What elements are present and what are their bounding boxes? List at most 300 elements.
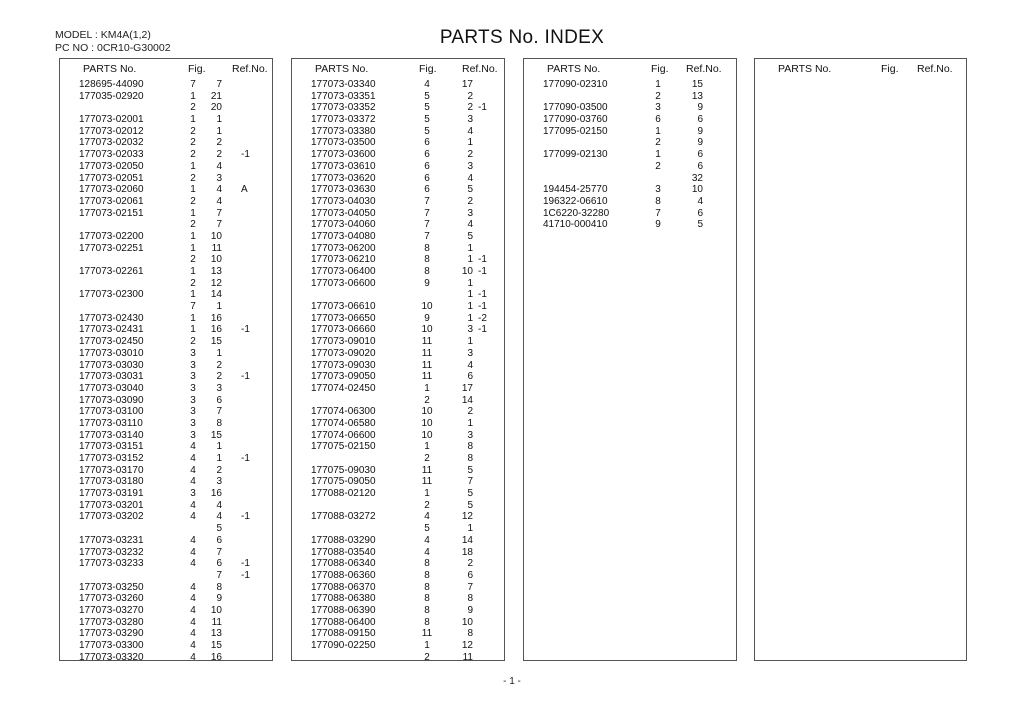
table-row	[292, 254, 504, 266]
reference-number: 12	[461, 511, 473, 523]
reference-number: 2	[467, 102, 473, 114]
table-row	[292, 348, 504, 360]
part-number: 194454-25770	[543, 184, 608, 196]
reference-number: 10	[461, 266, 473, 277]
figure-number: 8	[424, 254, 430, 266]
figure-number: 7	[424, 219, 430, 231]
table-row	[60, 652, 272, 664]
table-row	[524, 126, 736, 138]
part-number: 177073-03090	[79, 394, 144, 406]
reference-number: 16	[210, 651, 222, 663]
part-number: 177073-03320	[79, 651, 144, 663]
part-number: 177073-02061	[79, 195, 144, 207]
figure-number: 7	[190, 79, 196, 90]
index-panel-2	[291, 58, 505, 661]
table-row	[60, 617, 272, 629]
part-number: 177073-03030	[79, 359, 144, 371]
reference-number: 7	[467, 476, 473, 488]
reference-number: 15	[210, 640, 222, 651]
table-row	[292, 605, 504, 617]
table-row	[292, 395, 504, 407]
table-row	[292, 173, 504, 185]
reference-number: 3	[216, 172, 222, 184]
figure-number: 1	[190, 324, 196, 336]
figure-number: 1	[190, 184, 196, 196]
figure-number: 4	[190, 651, 196, 663]
figure-number: 4	[190, 558, 196, 570]
table-row	[60, 114, 272, 126]
table-row	[292, 547, 504, 559]
figure-number: 3	[190, 382, 196, 394]
table-row	[60, 266, 272, 278]
reference-number: 4	[216, 195, 222, 207]
reference-number: 16	[210, 324, 222, 336]
reference-suffix: -1	[478, 301, 487, 313]
part-number: 177073-03250	[79, 581, 144, 593]
reference-suffix: -1	[241, 569, 250, 581]
part-number: 177073-06210	[311, 254, 376, 266]
figure-number: 1	[190, 114, 196, 126]
figure-number: 4	[190, 453, 196, 464]
part-number: 177073-02060	[79, 184, 144, 196]
reference-number: 8	[216, 417, 222, 429]
table-row	[60, 243, 272, 255]
part-number: 177073-02032	[79, 137, 144, 149]
reference-number: 8	[467, 453, 473, 464]
figure-number: 11	[421, 476, 433, 488]
part-number: 177090-02250	[311, 640, 376, 651]
table-row	[292, 301, 504, 313]
table-row	[60, 360, 272, 372]
reference-number: 4	[467, 125, 473, 137]
reference-number: 2	[216, 371, 222, 383]
part-number: 177073-03340	[311, 79, 376, 90]
part-number: 177073-02261	[79, 266, 144, 277]
index-panel-4	[754, 58, 967, 661]
part-number: 177088-03290	[311, 534, 376, 546]
reference-number: 7	[216, 219, 222, 231]
table-row	[292, 149, 504, 161]
table-row	[524, 208, 736, 220]
figure-number: 2	[190, 254, 196, 266]
table-row	[60, 605, 272, 617]
reference-number: 10	[691, 184, 703, 196]
reference-number: 14	[461, 534, 473, 546]
table-row	[524, 196, 736, 208]
reference-number: 6	[216, 534, 222, 546]
part-number: 177073-03372	[311, 114, 376, 126]
column-header-row	[292, 61, 504, 75]
column-header-ref-no: Ref.No.	[686, 63, 722, 75]
figure-number: 2	[424, 453, 430, 464]
figure-number: 11	[421, 628, 433, 640]
reference-number: 5	[216, 523, 222, 535]
part-number: 177073-06660	[311, 324, 376, 336]
table-row	[292, 266, 504, 278]
column-header-ref-no: Ref.No.	[232, 63, 268, 75]
table-row	[292, 137, 504, 149]
part-number: 177073-02431	[79, 324, 144, 336]
part-number: 177073-03010	[79, 347, 144, 359]
table-row	[60, 348, 272, 360]
reference-suffix: A	[241, 184, 248, 196]
index-panel-3	[523, 58, 737, 661]
part-number: 177073-03201	[79, 499, 144, 511]
figure-number: 3	[190, 347, 196, 359]
table-row	[292, 336, 504, 348]
reference-number: 32	[691, 172, 703, 184]
figure-number: 5	[424, 125, 430, 137]
part-number: 177073-06600	[311, 277, 376, 289]
part-number: 177075-09030	[311, 464, 376, 476]
table-row	[292, 558, 504, 570]
reference-number: 4	[216, 511, 222, 523]
reference-number: 2	[467, 195, 473, 207]
part-number: 177073-03170	[79, 464, 144, 476]
part-number: 177073-03180	[79, 476, 144, 488]
reference-number: 6	[467, 371, 473, 383]
reference-number: 15	[210, 429, 222, 441]
figure-number: 2	[424, 394, 430, 406]
reference-number: 5	[697, 219, 703, 231]
table-row	[292, 161, 504, 173]
table-row	[60, 231, 272, 243]
reference-number: 1	[467, 289, 473, 301]
table-row	[60, 173, 272, 185]
part-number: 177073-02200	[79, 230, 144, 242]
reference-number: 5	[467, 488, 473, 500]
part-number: 177088-09150	[311, 628, 376, 640]
table-row	[60, 137, 272, 149]
figure-number: 8	[424, 266, 430, 277]
reference-number: 2	[467, 90, 473, 102]
table-row	[292, 184, 504, 196]
table-row	[60, 500, 272, 512]
part-number: 1C6220-32280	[543, 207, 610, 219]
reference-number: 5	[467, 464, 473, 476]
part-number: 177074-06300	[311, 406, 376, 418]
figure-number: 3	[190, 394, 196, 406]
figure-number: 2	[190, 277, 196, 289]
figure-number: 7	[190, 301, 196, 313]
reference-number: 6	[697, 149, 703, 161]
reference-number: 16	[210, 312, 222, 324]
reference-number: 2	[467, 406, 473, 418]
part-number: 177090-03760	[543, 114, 608, 126]
table-row	[60, 418, 272, 430]
part-number: 177073-03110	[79, 417, 143, 429]
reference-number: 5	[467, 230, 473, 242]
table-row	[292, 91, 504, 103]
part-number: 177073-09030	[311, 359, 376, 371]
reference-number: 1	[216, 441, 222, 453]
reference-number: 10	[210, 230, 222, 242]
figure-number: 7	[424, 195, 430, 207]
reference-number: 4	[216, 499, 222, 511]
page-number: - 1 -	[503, 676, 521, 687]
part-number: 177073-02051	[79, 172, 144, 184]
reference-number: 9	[697, 137, 703, 149]
table-row	[292, 231, 504, 243]
part-number: 177073-06610	[311, 301, 376, 313]
reference-number: 17	[461, 382, 473, 394]
table-row	[60, 102, 272, 114]
reference-number: 12	[210, 277, 222, 289]
part-number: 177073-03500	[311, 137, 376, 149]
reference-suffix: -1	[478, 254, 487, 266]
figure-number: 1	[190, 242, 196, 254]
table-row	[60, 523, 272, 535]
reference-number: 7	[216, 546, 222, 558]
reference-number: 6	[216, 394, 222, 406]
pc-number-text: PC NO : 0CR10-G30002	[55, 42, 171, 54]
part-number: 177073-03270	[79, 604, 144, 616]
parts-list	[60, 79, 272, 663]
reference-number: 1	[216, 125, 222, 137]
reference-number: 11	[211, 242, 222, 254]
column-header-ref-no: Ref.No.	[462, 63, 498, 75]
part-number: 177073-03151	[79, 441, 144, 453]
table-row	[524, 137, 736, 149]
reference-number: 9	[467, 604, 473, 616]
figure-number: 8	[424, 604, 430, 616]
part-number: 177073-03610	[311, 160, 376, 172]
part-number: 177099-02130	[543, 149, 608, 161]
figure-number: 3	[190, 406, 196, 418]
part-number: 177073-03630	[311, 184, 376, 196]
table-row	[292, 523, 504, 535]
table-row	[60, 196, 272, 208]
table-row	[292, 582, 504, 594]
reference-number: 18	[461, 546, 473, 558]
table-row	[60, 219, 272, 231]
figure-number: 3	[190, 359, 196, 371]
table-row	[292, 593, 504, 605]
figure-number: 6	[655, 114, 661, 126]
reference-suffix: -1	[241, 453, 250, 464]
reference-suffix: -1	[241, 511, 250, 523]
part-number: 177073-04080	[311, 230, 376, 242]
figure-number: 1	[424, 382, 430, 394]
column-header-row	[60, 61, 272, 75]
figure-number: 2	[190, 172, 196, 184]
figure-number: 3	[190, 371, 196, 383]
table-row	[60, 336, 272, 348]
reference-number: 3	[216, 476, 222, 488]
table-row	[60, 161, 272, 173]
table-row	[292, 535, 504, 547]
figure-number: 8	[424, 569, 430, 581]
part-number: 177088-06370	[311, 581, 376, 593]
figure-number: 1	[655, 79, 661, 90]
figure-number: 1	[655, 125, 661, 137]
table-row	[60, 593, 272, 605]
figure-number: 4	[190, 441, 196, 453]
reference-suffix: -1	[241, 324, 250, 336]
figure-number: 2	[190, 102, 196, 114]
figure-number: 3	[655, 102, 661, 114]
reference-number: 7	[216, 569, 222, 581]
figure-number: 2	[424, 499, 430, 511]
reference-number: 20	[210, 102, 222, 114]
table-row	[60, 289, 272, 301]
table-row	[60, 254, 272, 266]
reference-number: 15	[210, 336, 222, 348]
part-number: 177073-02033	[79, 149, 144, 161]
table-row	[292, 324, 504, 336]
part-number: 177073-03290	[79, 628, 144, 640]
part-number: 177073-03100	[79, 406, 144, 418]
part-number: 177073-03600	[311, 149, 376, 161]
figure-number: 4	[190, 616, 196, 628]
reference-suffix: -1	[478, 289, 487, 301]
reference-number: 6	[697, 114, 703, 126]
table-row	[292, 500, 504, 512]
reference-number: 9	[216, 593, 222, 605]
figure-number: 9	[655, 219, 661, 231]
part-number: 177088-06360	[311, 569, 376, 581]
table-row	[292, 313, 504, 325]
table-row	[60, 406, 272, 418]
reference-number: 7	[216, 207, 222, 219]
part-number: 177073-03380	[311, 125, 376, 137]
figure-number: 4	[190, 640, 196, 651]
column-header-fig: Fig.	[881, 63, 899, 75]
column-header-fig: Fig.	[419, 63, 437, 75]
reference-number: 8	[216, 581, 222, 593]
table-row	[60, 430, 272, 442]
figure-number: 7	[424, 207, 430, 219]
reference-suffix: -1	[241, 371, 250, 383]
reference-suffix: -1	[241, 558, 250, 570]
figure-number: 2	[655, 137, 661, 149]
figure-number: 3	[655, 184, 661, 196]
part-number: 177073-03280	[79, 616, 144, 628]
table-row	[524, 149, 736, 161]
figure-number: 1	[424, 640, 430, 651]
part-number: 177073-03260	[79, 593, 144, 605]
figure-number: 6	[424, 184, 430, 196]
figure-number: 2	[655, 160, 661, 172]
table-row	[524, 219, 736, 231]
figure-number: 9	[424, 277, 430, 289]
reference-number: 2	[216, 137, 222, 149]
column-header-ref-no: Ref.No.	[917, 63, 953, 75]
table-row	[292, 453, 504, 465]
table-row	[292, 114, 504, 126]
figure-number: 2	[190, 219, 196, 231]
figure-number: 10	[421, 406, 433, 418]
table-row	[292, 219, 504, 231]
part-number: 177074-06600	[311, 429, 376, 441]
part-number: 177088-06380	[311, 593, 376, 605]
column-header-parts-no: PARTS No.	[778, 63, 832, 75]
figure-number: 4	[190, 628, 196, 640]
table-row	[60, 535, 272, 547]
reference-number: 6	[467, 569, 473, 581]
reference-number: 1	[216, 114, 222, 126]
reference-number: 1	[216, 347, 222, 359]
figure-number: 5	[424, 102, 430, 114]
part-number: 177074-06580	[311, 417, 376, 429]
reference-number: 8	[467, 593, 473, 605]
reference-suffix: -2	[478, 312, 487, 324]
part-number: 177073-09010	[311, 336, 376, 348]
part-number: 177073-03202	[79, 511, 144, 523]
part-number: 177073-02300	[79, 289, 144, 301]
part-number: 177073-02151	[79, 207, 144, 219]
table-row	[60, 488, 272, 500]
table-row	[292, 476, 504, 488]
table-row	[292, 278, 504, 290]
table-row	[60, 511, 272, 523]
reference-number: 11	[462, 651, 473, 663]
part-number: 177073-02012	[79, 125, 144, 137]
part-number: 177073-04050	[311, 207, 376, 219]
figure-number: 10	[421, 417, 433, 429]
figure-number: 1	[655, 149, 661, 161]
reference-number: 13	[210, 266, 222, 277]
part-number: 177073-03351	[311, 90, 376, 102]
reference-number: 10	[210, 604, 222, 616]
reference-number: 11	[211, 616, 222, 628]
table-row	[292, 243, 504, 255]
figure-number: 11	[421, 359, 433, 371]
reference-number: 1	[467, 417, 473, 429]
figure-number: 4	[190, 476, 196, 488]
reference-number: 7	[216, 79, 222, 90]
reference-number: 1	[216, 453, 222, 464]
table-row	[60, 558, 272, 570]
table-row	[524, 114, 736, 126]
reference-number: 3	[467, 207, 473, 219]
table-row	[292, 488, 504, 500]
part-number: 177035-02920	[79, 90, 144, 102]
table-row	[524, 91, 736, 103]
table-row	[292, 430, 504, 442]
reference-suffix: -1	[478, 102, 487, 114]
part-number: 177073-09020	[311, 347, 376, 359]
figure-number: 7	[655, 207, 661, 219]
figure-number: 5	[424, 523, 430, 535]
figure-number: 2	[190, 336, 196, 348]
part-number: 177088-06400	[311, 616, 376, 628]
figure-number: 10	[421, 301, 433, 313]
table-row	[292, 570, 504, 582]
table-row	[524, 184, 736, 196]
table-row	[292, 102, 504, 114]
reference-number: 4	[697, 195, 703, 207]
table-row	[60, 441, 272, 453]
table-row	[292, 441, 504, 453]
figure-number: 10	[421, 324, 433, 336]
part-number: 177073-03620	[311, 172, 376, 184]
part-number: 177073-02050	[79, 160, 144, 172]
parts-list	[292, 79, 504, 663]
reference-number: 10	[210, 254, 222, 266]
figure-number: 1	[190, 207, 196, 219]
table-row	[60, 371, 272, 383]
reference-number: 2	[216, 149, 222, 161]
part-number: 177088-02120	[311, 488, 376, 500]
table-row	[60, 383, 272, 395]
figure-number: 7	[424, 230, 430, 242]
reference-number: 7	[216, 406, 222, 418]
reference-number: 21	[210, 90, 222, 102]
parts-list	[524, 79, 736, 231]
part-number: 177073-03352	[311, 102, 376, 114]
reference-number: 15	[691, 79, 703, 90]
